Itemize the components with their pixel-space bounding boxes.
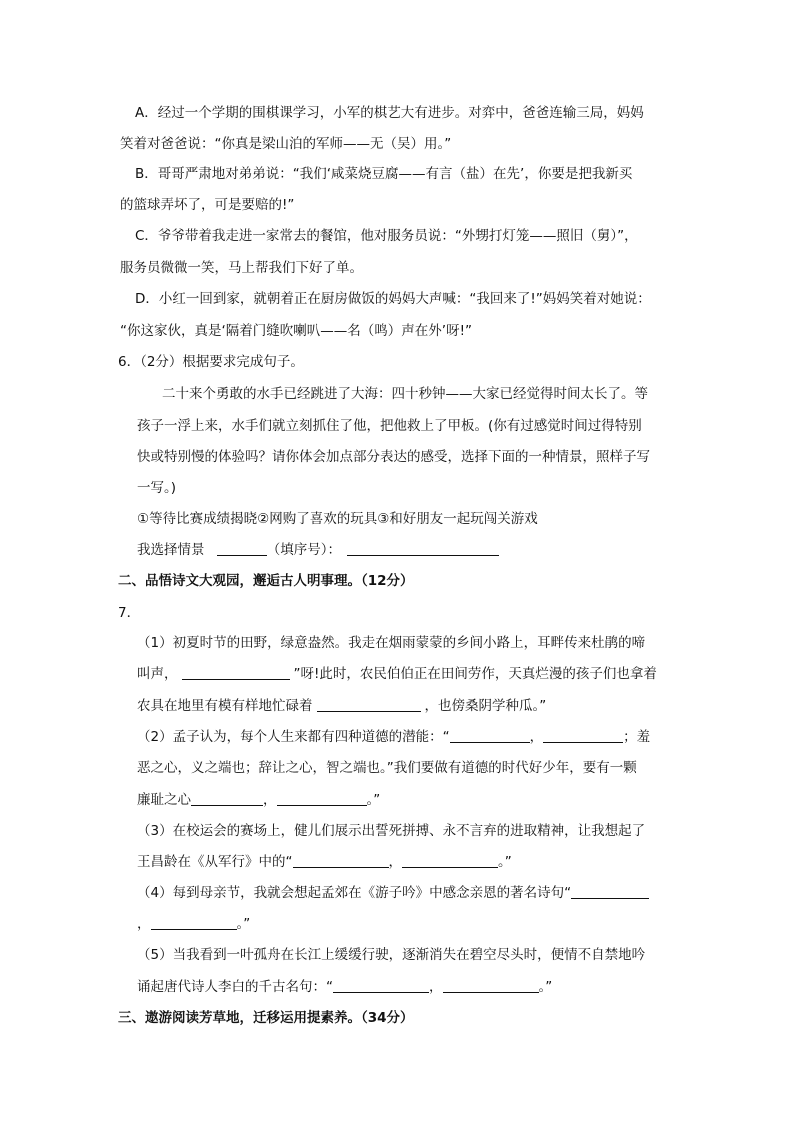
q6-choose-middle: （填序号）： [266,542,342,558]
q7-item1-blank1[interactable] [182,666,290,680]
q6-passage-line2: 孩子一浮上来，水手们就立刻抓住了他，把他救上了甲板。(你有过感觉时间过得特别 [137,418,642,434]
q7-item3-line1: （3）在校运会的赛场上，健儿们展示出誓死拼搏、永不言弃的进取精神，让我想起了 [137,823,646,839]
q7-item2-blank3[interactable] [191,792,263,806]
q7-item1-text-a: 叫声， [137,666,178,682]
q6-passage-line1: 二十来个勇敢的水手已经跳进了大海：四十秒钟——大家已经觉得时间太长了。等 [162,386,648,402]
q7-item4-text-b: ， [137,916,151,932]
q7-item2-line3 [137,791,380,809]
q7-item4-text-c: 。” [236,916,251,932]
q7-item5-text-c: 。” [538,979,553,995]
q7-item5-line2 [137,978,552,996]
option-d-line2: “你这家伙，真是‘隔着门缝吹喇叭——名（鸣）声在外’呀!” [120,323,472,339]
q7-item3-text-c: 。” [498,854,512,870]
q6-situations: ①等待比赛成绩揭晓②网购了喜欢的玩具③和好朋友一起玩闯关游戏 [137,511,538,527]
q7-item4-line1 [137,884,649,902]
q7-item1-line1: （1）初夏时节的田野，绿意盎然。我走在烟雨蒙蒙的乡间小路上，耳畔传来杜鹃的啼 [137,635,646,651]
q7-item5-text-b: ， [429,979,443,995]
q7-item3-line2 [137,853,512,871]
q7-item2-text-f: 。” [366,792,381,808]
q6-situation-blank[interactable] [217,542,267,556]
q7-item2-blank2[interactable] [543,729,623,743]
q7-item2-line1 [137,728,650,746]
q7-item4-line2 [137,915,250,933]
q7-item3-blank1[interactable] [293,854,389,868]
section3-heading: 三、遨游阅读芳草地，迁移运用提素养。（34分） [118,1010,414,1026]
q7-item1-text-b: ”呀!此时，农民伯伯正在田间劳作，天真烂漫的孩子们也拿着 [293,666,657,682]
q6-choose-prefix: 我选择情景 [137,542,205,558]
q7-item5-text-a: 诵起唐代诗人李白的千古名句：“ [137,979,333,995]
q7-item3-blank2[interactable] [402,854,498,868]
q7-item2-text-c: ；羞 [623,729,651,745]
q7-item5-blank2[interactable] [443,979,539,993]
q7-item1-blank2[interactable] [317,698,421,712]
q7-item5-blank1[interactable] [333,979,429,993]
q7-item2-text-d: 廉耻之心 [137,792,191,808]
option-a-line1: A．经过一个学期的围棋课学习，小军的棋艺大有进步。对弈中，爸爸连输三局，妈妈 [135,105,644,121]
q7-item1-text-c: 农具在地里有模有样地忙碌着 [137,698,313,714]
q6-title: 6．（2分）根据要求完成句子。 [118,354,304,370]
option-c-line1: C．爷爷带着我走进一家常去的餐馆，他对服务员说：“外甥打灯笼——照旧（舅）”， [135,228,638,244]
q7-item5-line1: （5）当我看到一叶孤舟在长江上缓缓行驶，逐渐消失在碧空尽头时，便情不自禁地吟 [137,947,646,963]
q6-answer-blank[interactable] [347,542,499,556]
q7-item2-text-a: （2）孟子认为，每个人生来都有四种道德的潜能：“ [137,729,450,745]
q6-passage-line4: 一写。) [137,480,177,496]
q7-item3-text-a: 王昌龄在《从军行》中的“ [137,854,293,870]
option-c-line2: 服务员微微一笑，马上帮我们下好了单。 [120,260,363,276]
q6-choose-line [137,541,499,559]
q7-item1-line2 [137,665,657,683]
option-b-line2: 的篮球弄坏了，可是要赔的!” [120,197,295,213]
option-a-line2: 笑着对爸爸说：“你真是梁山泊的军师——无（吴）用。” [120,136,452,152]
q7-item2-blank1[interactable] [450,729,530,743]
q7-item3-text-b: ， [388,854,402,870]
q7-item2-text-e: ， [263,792,277,808]
q7-item1-text-d: ，也傍桑阴学种瓜。” [424,698,547,714]
q7-item2-text-b: ， [529,729,544,745]
option-d-line1: D．小红一回到家，就朝着正在厨房做饭的妈妈大声喊：“我回来了!”妈妈笑着对她说： [135,291,651,307]
q7-number: 7． [118,605,141,621]
q7-item2-line2: 恶之心，义之端也；辞让之心，智之端也。”我们要做有道德的时代好少年，要有一颗 [137,760,637,776]
q7-item4-blank2[interactable] [151,916,237,930]
q7-item2-blank4[interactable] [277,792,367,806]
q6-passage-line3: 快或特别慢的体验吗？请你体会加点部分表达的感受，选择下面的一种情景，照样子写 [137,449,650,465]
q7-item4-blank1[interactable] [571,885,649,899]
option-b-line1: B．哥哥严肃地对弟弟说：“我们‘咸菜烧豆腐——有言（盐）在先’，你要是把我新买 [135,166,633,182]
section2-heading: 二、品悟诗文大观园，邂逅古人明事理。（12分） [118,573,414,589]
q7-item1-line3 [137,697,546,715]
q7-item4-text-a: （4）每到母亲节，我就会想起孟郊在《游子吟》中感念亲恩的著名诗句“ [137,885,572,901]
